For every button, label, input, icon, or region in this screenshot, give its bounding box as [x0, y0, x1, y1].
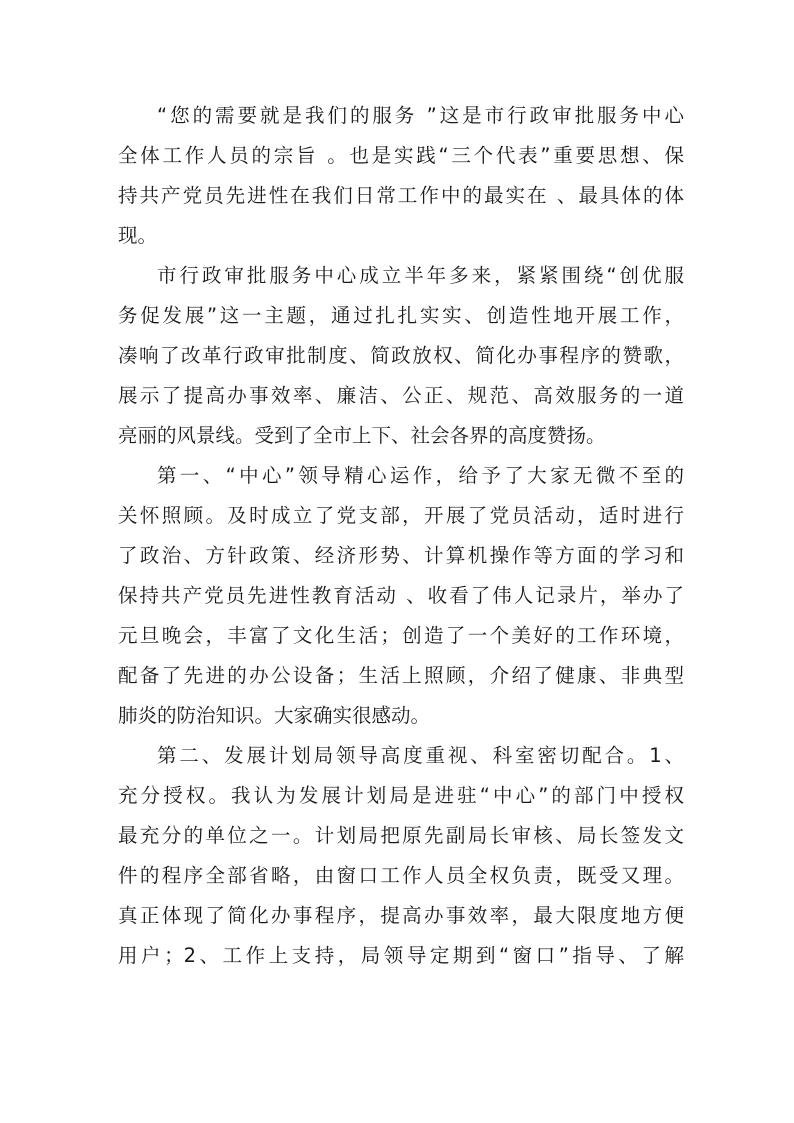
text-line: 元旦晚会，丰富了文化生活；创造了一个美好的工作环境，	[118, 624, 684, 647]
text-line: “您的需要就是我们的服务 ”这是市行政审批服务中心	[157, 104, 684, 127]
document-body	[118, 96, 684, 976]
text-line: 保持共产党员先进性教育活动 、收看了伟人记录片，举办了	[118, 584, 684, 607]
text-line: 市行政审批服务中心成立半年多来，紧紧围绕“创优服	[157, 264, 684, 287]
text-line: 第二、发展计划局领导高度重视、科室密切配合。1、	[157, 744, 684, 767]
text-line: 第一、“中心”领导精心运作，给予了大家无微不至的	[157, 464, 684, 487]
text-line: 最充分的单位之一。计划局把原先副局长审核、局长签发文	[118, 824, 684, 847]
text-line: 关怀照顾。及时成立了党支部，开展了党员活动，适时进行	[118, 504, 684, 527]
text-line: 务促发展”这一主题，通过扎扎实实、创造性地开展工作，	[118, 304, 684, 327]
text-line: 全体工作人员的宗旨 。也是实践“三个代表”重要思想、保	[118, 144, 684, 167]
text-line: 真正体现了简化办事程序，提高办事效率，最大限度地方便	[118, 904, 684, 927]
text-line: 了政治、方针政策、经济形势、计算机操作等方面的学习和	[118, 544, 684, 567]
paragraph-first	[118, 456, 684, 736]
paragraph-overview	[118, 256, 684, 456]
text-line: 件的程序全部省略，由窗口工作人员全权负责，既受又理。	[118, 864, 684, 887]
paragraph-intro	[118, 96, 684, 256]
text-line: 持共产党员先进性在我们日常工作中的最实在 、最具体的体	[118, 184, 684, 207]
text-line: 现。	[118, 224, 158, 247]
text-line: 展示了提高办事效率、廉洁、公正、规范、高效服务的一道	[118, 384, 684, 407]
text-line: 用户；2、工作上支持，局领导定期到“窗口”指导、了解	[118, 944, 684, 967]
text-line: 亮丽的风景线。受到了全市上下、社会各界的高度赞扬。	[118, 424, 606, 447]
text-line: 配备了先进的办公设备；生活上照顾，介绍了健康、非典型	[118, 664, 684, 687]
text-line: 凑响了改革行政审批制度、简政放权、简化办事程序的赞歌，	[118, 344, 684, 367]
text-line: 充分授权。我认为发展计划局是进驻“中心”的部门中授权	[118, 784, 684, 807]
paragraph-second	[118, 736, 684, 976]
text-line: 肺炎的防治知识。大家确实很感动。	[118, 704, 431, 727]
